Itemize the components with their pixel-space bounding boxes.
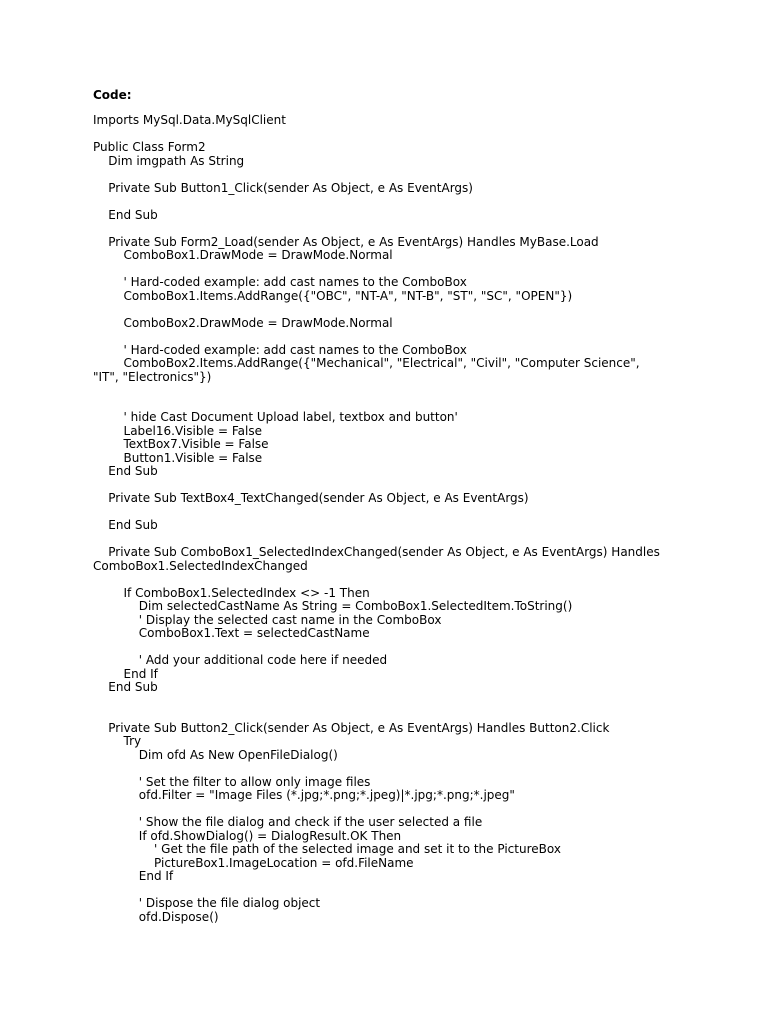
code-line: Try (93, 734, 142, 748)
code-line: Dim ofd As New OpenFileDialog() (93, 747, 338, 762)
code-line: If ofd.ShowDialog() = DialogResult.OK Then (93, 828, 402, 843)
blank-line (93, 398, 683, 412)
code-line: ComboBox1.SelectedIndexChanged (93, 558, 308, 573)
code-line: Button1.Visible = False (93, 450, 263, 465)
code-line: TextBox7.Visible = False (93, 437, 269, 451)
document-heading: Code: (93, 88, 132, 102)
blank-line (93, 708, 683, 722)
blank-line (93, 195, 683, 209)
blank-line (93, 695, 683, 709)
code-line: PictureBox1.ImageLocation = ofd.FileName (93, 855, 414, 870)
code-line: ' hide Cast Document Upload label, textbox and button' (93, 410, 458, 424)
blank-line (93, 641, 683, 655)
code-line: Private Sub TextBox4_TextChanged(sender As Object, e As EventArgs) (93, 491, 529, 505)
code-block (93, 114, 683, 924)
code-line: Dim selectedCastName As String = ComboBox1.SelectedItem.ToString() (93, 599, 573, 613)
code-line: ' Hard-coded example: add cast names to the ComboBox (93, 342, 467, 357)
code-line: End If (93, 666, 158, 681)
code-line: ComboBox1.Text = selectedCastName (93, 626, 370, 640)
blank-line (93, 128, 683, 142)
blank-line (93, 263, 683, 277)
code-line: End Sub (93, 680, 158, 694)
code-line: ' Dispose the file dialog object (93, 896, 321, 910)
blank-line (93, 384, 683, 398)
code-line: ' Set the filter to allow only image files (93, 774, 371, 789)
code-line: "IT", "Electronics"}) (93, 369, 212, 384)
code-line: ' Display the selected cast name in the ComboBox (93, 612, 442, 627)
blank-line (93, 762, 683, 776)
code-line: Private Sub Button2_Click(sender As Object, e As EventArgs) Handles Button2.Click (93, 720, 610, 735)
blank-line (93, 303, 683, 317)
blank-line (93, 330, 683, 344)
blank-line (93, 803, 683, 817)
blank-line (93, 573, 683, 587)
blank-line (93, 533, 683, 547)
code-line: Dim imgpath As String (93, 153, 245, 168)
code-line: Private Sub Button1_Click(sender As Object, e As EventArgs) (93, 180, 473, 195)
blank-line (93, 506, 683, 520)
code-line: ofd.Dispose() (93, 909, 219, 924)
code-line: Private Sub Form2_Load(sender As Object, e As EventArgs) Handles MyBase.Load (93, 234, 599, 249)
code-line: ' Show the file dialog and check if the user selected a file (93, 815, 483, 829)
code-line: End Sub (93, 518, 158, 532)
code-line: ' Hard-coded example: add cast names to the ComboBox (93, 275, 467, 289)
blank-line (93, 479, 683, 493)
code-line: Public Class Form2 (93, 140, 206, 154)
code-line: If ComboBox1.SelectedIndex <> -1 Then (93, 585, 370, 600)
blank-line (93, 884, 683, 898)
code-line: End Sub (93, 464, 158, 478)
code-line: End Sub (93, 207, 158, 222)
code-line: ofd.Filter = "Image Files (*.jpg;*.png;*.jpeg)|*.jpg;*.png;*.jpeg" (93, 788, 515, 802)
blank-line (93, 222, 683, 236)
code-line: ComboBox2.DrawMode = DrawMode.Normal (93, 315, 393, 330)
code-line: Private Sub ComboBox1_SelectedIndexChanged(sender As Object, e As EventArgs) Handles (93, 545, 660, 559)
blank-line (93, 168, 683, 182)
code-line: ComboBox1.DrawMode = DrawMode.Normal (93, 248, 393, 262)
code-line: End If (93, 869, 174, 883)
code-line: ComboBox2.Items.AddRange({"Mechanical", "Electrical", "Civil", "Computer Science", (93, 356, 640, 370)
code-line: ' Get the file path of the selected image and set it to the PictureBox (93, 842, 561, 856)
code-line: ' Add your additional code here if needed (93, 653, 388, 667)
code-line: Label16.Visible = False (93, 423, 262, 438)
code-line: ComboBox1.Items.AddRange({"OBC", "NT-A", "NT-B", "ST", "SC", "OPEN"}) (93, 288, 573, 303)
code-line: Imports MySql.Data.MySqlClient (93, 113, 286, 127)
